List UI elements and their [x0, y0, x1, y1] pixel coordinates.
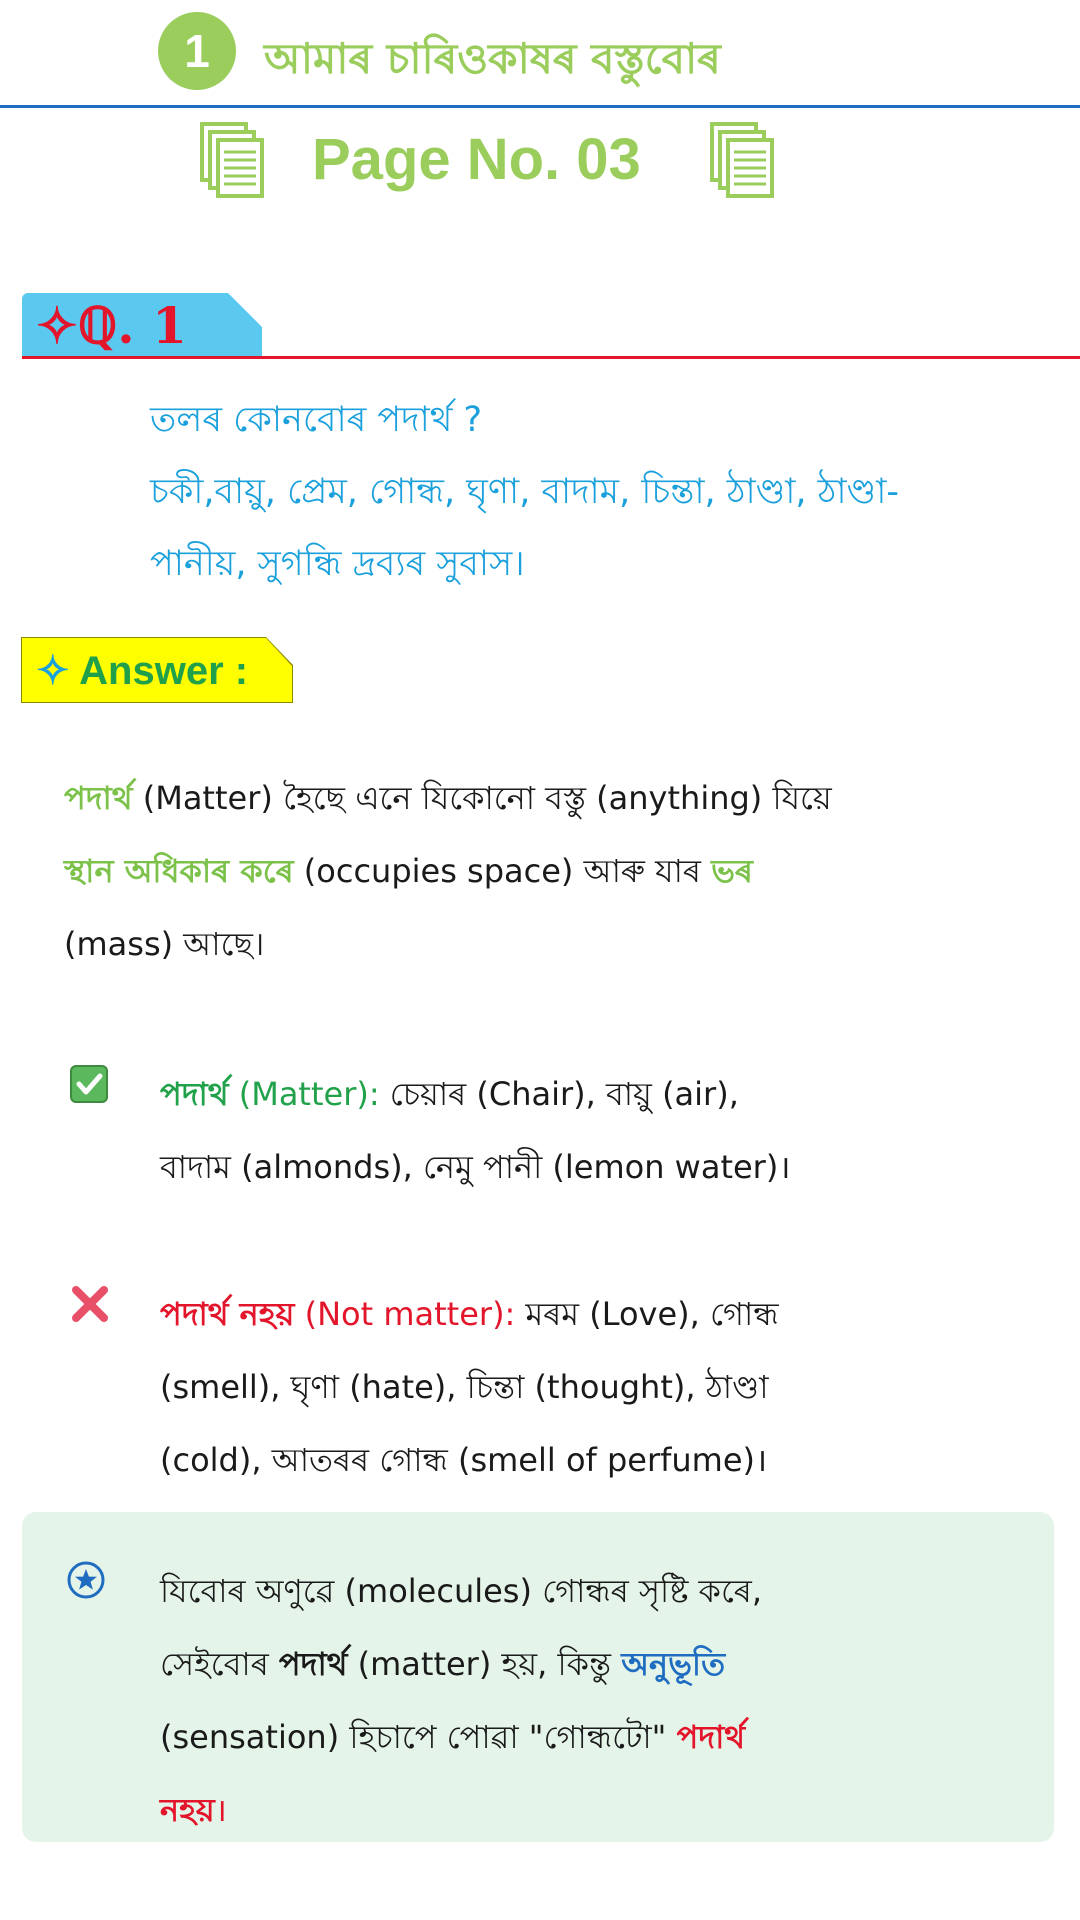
not-matter-subheading: (Not matter): — [294, 1295, 526, 1333]
matter-examples-line-2: বাদাম (almonds), নেমু পানী (lemon water)। — [160, 1148, 791, 1186]
question-line-3: পানীয়, সুগন্ধি দ্ৰব্যৰ সুবাস। — [150, 544, 525, 584]
cross-icon — [68, 1282, 112, 1326]
note-text: । — [214, 1791, 227, 1829]
answer-label — [36, 648, 248, 694]
note-term-not: নহয় — [160, 1791, 215, 1829]
note-line-4 — [160, 1774, 227, 1847]
chapter-title: আমাৰ চাৰিওকাষৰ বস্তুবোৰ — [264, 34, 721, 83]
note-term-sensation: অনুভূতি — [621, 1645, 726, 1683]
definition-highlight-space: স্থান অধিকাৰ কৰে — [64, 852, 294, 890]
chapter-number-badge: 1 — [158, 12, 236, 90]
definition-term: পদাৰ্থ — [64, 779, 133, 817]
matter-examples-line-1 — [160, 1058, 739, 1131]
not-matter-text: মৰম (Love), গোন্ধ — [525, 1295, 779, 1333]
matter-examples-text: চেয়াৰ (Chair), বায়ু (air), — [389, 1075, 739, 1113]
answer-label-text: Answer : — [79, 649, 249, 693]
definition-line-1 — [64, 762, 832, 835]
not-matter-line-3: (cold), আতৰৰ গোন্ধ (smell of perfume)। — [160, 1441, 768, 1479]
question-number: ✧ℚ. 1 — [36, 296, 187, 355]
document-stack-icon — [710, 122, 774, 198]
page-number-label: Page No. 03 — [312, 127, 641, 192]
note-line-2 — [160, 1628, 725, 1701]
matter-heading: পদাৰ্থ — [160, 1075, 229, 1113]
definition-highlight-mass: ভৰ — [711, 852, 753, 890]
question-line-2: চকী,বায়ু, প্ৰেম, গোন্ধ, ঘৃণা, বাদাম, চিন্তা, ঠাণ্ডা, ঠাণ্ডা- — [150, 472, 899, 512]
note-text: (matter) হয়, কিন্তু — [347, 1645, 622, 1683]
note-line-1: যিবোৰ অণুৱে (molecules) গোন্ধৰ সৃষ্টি কৰে, — [160, 1572, 762, 1610]
note-line-3 — [160, 1701, 745, 1774]
note-term-matter: পদাৰ্থ — [278, 1645, 348, 1683]
matter-subheading: (Matter): — [228, 1075, 390, 1113]
not-matter-heading: পদাৰ্থ নহয় — [160, 1295, 295, 1333]
question-divider — [22, 356, 1080, 359]
not-matter-line-2: (smell), ঘৃণা (hate), চিন্তা (thought), ঠাণ্ডা — [160, 1368, 769, 1406]
star-circle-icon — [66, 1560, 106, 1600]
sparkle-icon: ✧ — [36, 649, 70, 693]
note-text: সেইবোৰ — [160, 1645, 279, 1683]
definition-text: (occupies space) আৰু যাৰ — [293, 852, 712, 890]
definition-text: (Matter) হৈছে এনে যিকোনো বস্তু (anything) যিয়ে — [132, 779, 832, 817]
header-divider — [0, 105, 1080, 108]
definition-line-2 — [64, 835, 753, 908]
not-matter-line-1 — [160, 1278, 779, 1351]
document-stack-icon — [200, 122, 264, 198]
check-icon — [70, 1065, 108, 1103]
note-text: (sensation) হিচাপে পোৱা "গোন্ধটো" — [160, 1718, 677, 1756]
note-term-matter-red: পদাৰ্থ — [676, 1718, 746, 1756]
definition-line-3: (mass) আছে। — [64, 925, 265, 963]
question-line-1: তলৰ কোনবোৰ পদাৰ্থ ? — [150, 400, 483, 440]
